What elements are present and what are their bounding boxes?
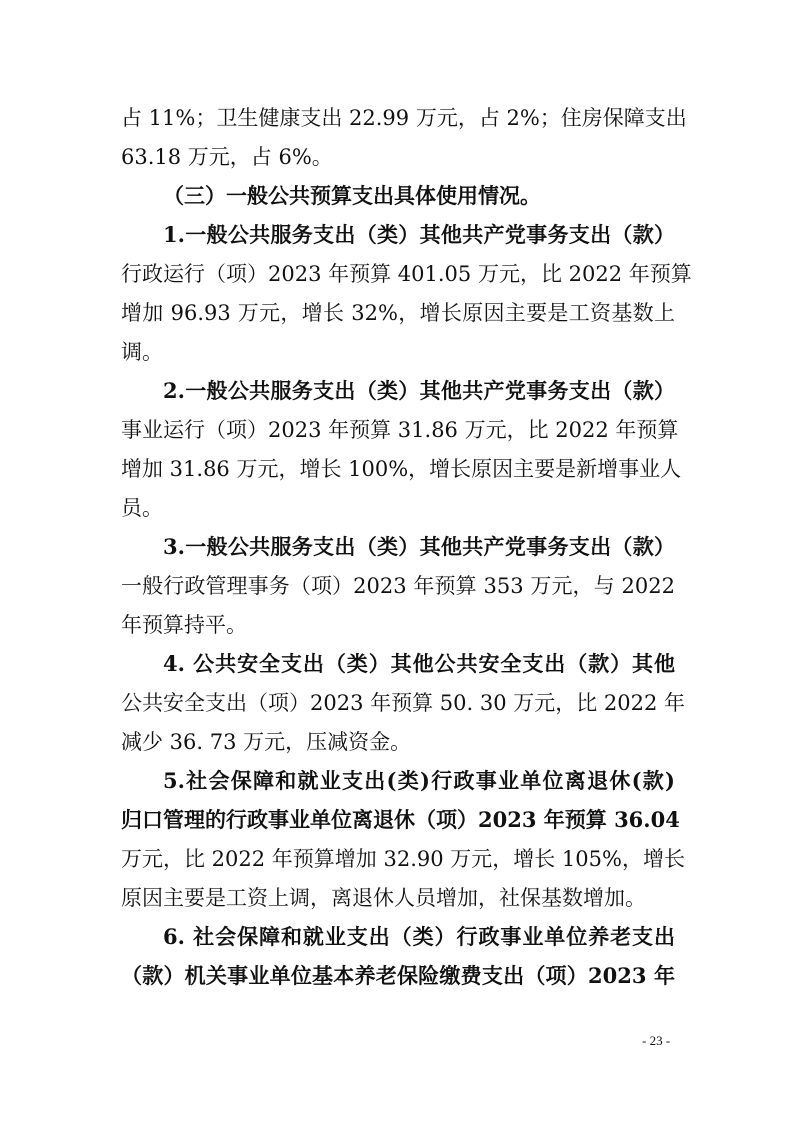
item-6-heading: 6. 社会保障和就业支出（类）行政事业单位养老支出 [163,924,675,949]
text-line: 事业运行（项）2023 年预算 31.86 万元，比 2022 年预算 [121,418,679,442]
text-line: 公共安全支出（项）2023 年预算 50. 30 万元，比 2022 年 [121,691,686,715]
text-line: 63.18 万元，占 6%。 [121,145,333,169]
item-2-heading: 2.一般公共服务支出（类）其他共产党事务支出（款） [163,378,675,403]
text-line: 万元，比 2022 年预算增加 32.90 万元，增长 105%，增长 [121,847,685,871]
item-1-heading: 1.一般公共服务支出（类）其他共产党事务支出（款） [163,222,675,247]
text-line: 年预算持平。 [121,613,247,637]
section-heading: （三）一般公共预算支出具体使用情况。 [163,183,541,208]
item-5-heading: 5.社会保障和就业支出(类)行政事业单位离退休(款) [163,768,675,793]
item-4-heading: 4. 公共安全支出（类）其他公共安全支出（款）其他 [163,651,675,676]
text-line: 原因主要是工资上调，离退休人员增加，社保基数增加。 [121,886,646,910]
text-line: 员。 [121,496,163,520]
page-number: - 23 - [642,1033,671,1048]
text-line: 减少 36. 73 万元，压减资金。 [121,730,412,754]
text-line: 行政运行（项）2023 年预算 401.05 万元，比 2022 年预算 [121,262,692,286]
text-line: 增加 31.86 万元，增长 100%，增长原因主要是新增事业人 [121,457,682,481]
text-line: 调。 [121,340,163,364]
text-line: 一般行政管理事务（项）2023 年预算 353 万元，与 2022 [121,574,675,598]
text-line: 占 11%；卫生健康支出 22.99 万元，占 2%；住房保障支出 [121,106,687,130]
item-6-heading-cont: （款）机关事业单位基本养老保险缴费支出（项）2023 年 [121,963,675,988]
item-3-heading: 3.一般公共服务支出（类）其他共产党事务支出（款） [163,534,675,559]
item-5-heading-cont: 归口管理的行政事业单位离退休（项）2023 年预算 36.04 [121,807,680,832]
text-line: 增加 96.93 万元，增长 32%，增长原因主要是工资基数上 [121,301,675,325]
